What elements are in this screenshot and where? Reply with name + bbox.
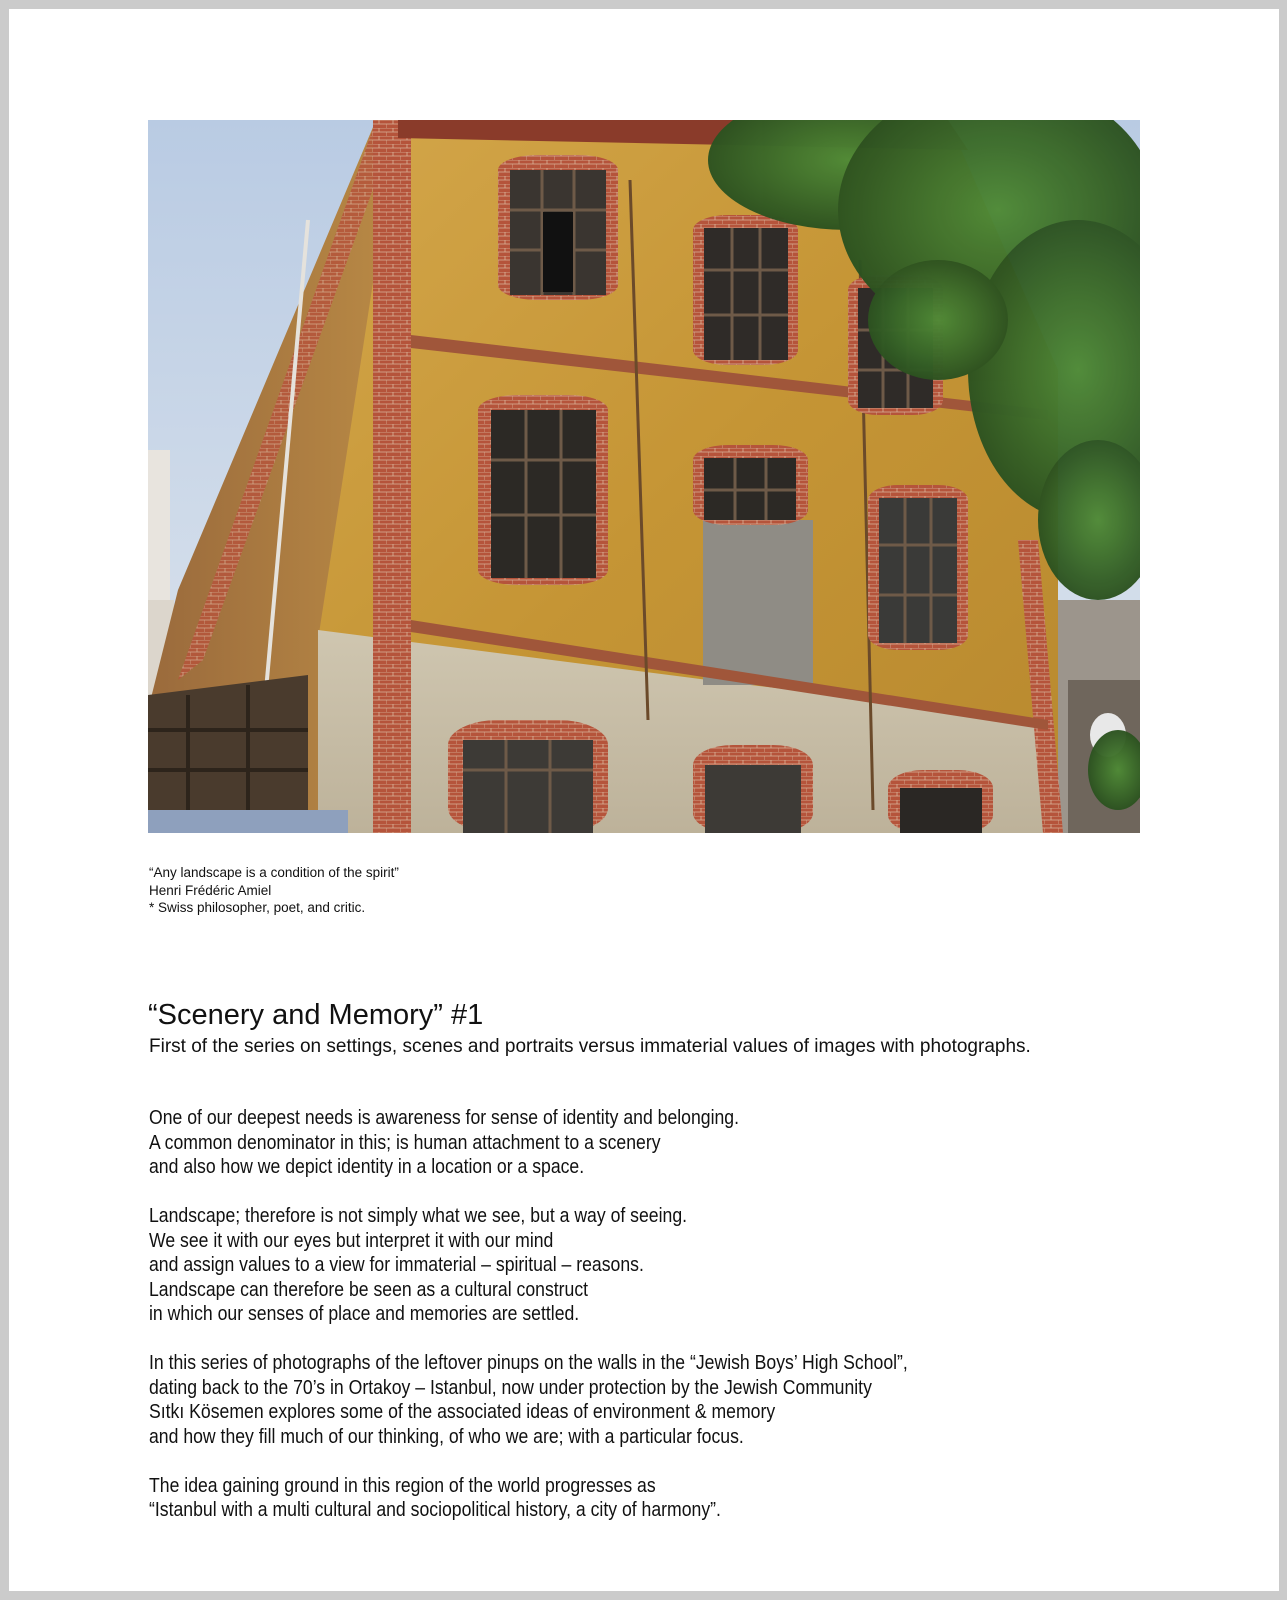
page-sheet <box>9 9 1279 1591</box>
window-low-1 <box>448 720 608 833</box>
paragraph-identity <box>149 1106 908 1180</box>
text-line: One of our deepest needs is awareness for sense of identity and belonging. <box>149 1106 740 1129</box>
photo-caption <box>149 864 399 917</box>
window-top-1 <box>498 155 618 300</box>
text-line: “Istanbul with a multi cultural and sociopolitical history, a city of harmony”. <box>149 1498 721 1521</box>
paragraph-landscape <box>149 1204 908 1327</box>
window-mid-3 <box>868 485 968 650</box>
text-line: Sıtkı Kösemen explores some of the associated ideas of environment & memory <box>149 1400 776 1423</box>
text-line: and also how we depict identity in a location or a space. <box>149 1155 585 1178</box>
page-subtitle: First of the series on settings, scenes and portraits versus immaterial values of images with photographs. <box>149 1036 1031 1057</box>
window-low-3 <box>888 770 993 833</box>
text-line: dating back to the 70’s in Ortakoy – Istanbul, now under protection by the Jewish Community <box>149 1375 872 1399</box>
text-line: We see it with our eyes but interpret it with our mind <box>149 1228 554 1252</box>
caption-quote: “Any landscape is a condition of the spirit” <box>149 865 399 880</box>
window-mid-2 <box>693 445 808 525</box>
window-low-2 <box>693 745 813 833</box>
text-line: A common denominator in this; is human attachment to a scenery <box>149 1130 661 1154</box>
page-title: “Scenery and Memory” #1 <box>148 999 484 1031</box>
text-line: Landscape; therefore is not simply what we see, but a way of seeing. <box>149 1204 688 1227</box>
caption-author: Henri Frédéric Amiel <box>149 882 272 898</box>
building-photograph <box>148 120 1140 833</box>
text-line: and assign values to a view for immaterial – spiritual – reasons. <box>149 1253 644 1276</box>
text-line: and how they fill much of our thinking, of who we are; with a particular focus. <box>149 1424 744 1448</box>
text-line: in which our senses of place and memories are settled. <box>149 1302 580 1325</box>
text-line: In this series of photographs of the leftover pinups on the walls in the “Jewish Boys’ High School”, <box>149 1351 908 1374</box>
text-line: The idea gaining ground in this region of the world progresses as <box>149 1473 656 1497</box>
paragraph-series <box>149 1351 908 1449</box>
caption-note: * Swiss philosopher, poet, and critic. <box>149 900 366 915</box>
paragraph-istanbul <box>149 1474 908 1523</box>
text-line: Landscape can therefore be seen as a cultural construct <box>149 1277 589 1301</box>
body-text <box>149 1106 908 1547</box>
window-top-2 <box>693 215 798 365</box>
window-mid-1 <box>478 395 608 585</box>
photo-illustration <box>148 120 1140 833</box>
